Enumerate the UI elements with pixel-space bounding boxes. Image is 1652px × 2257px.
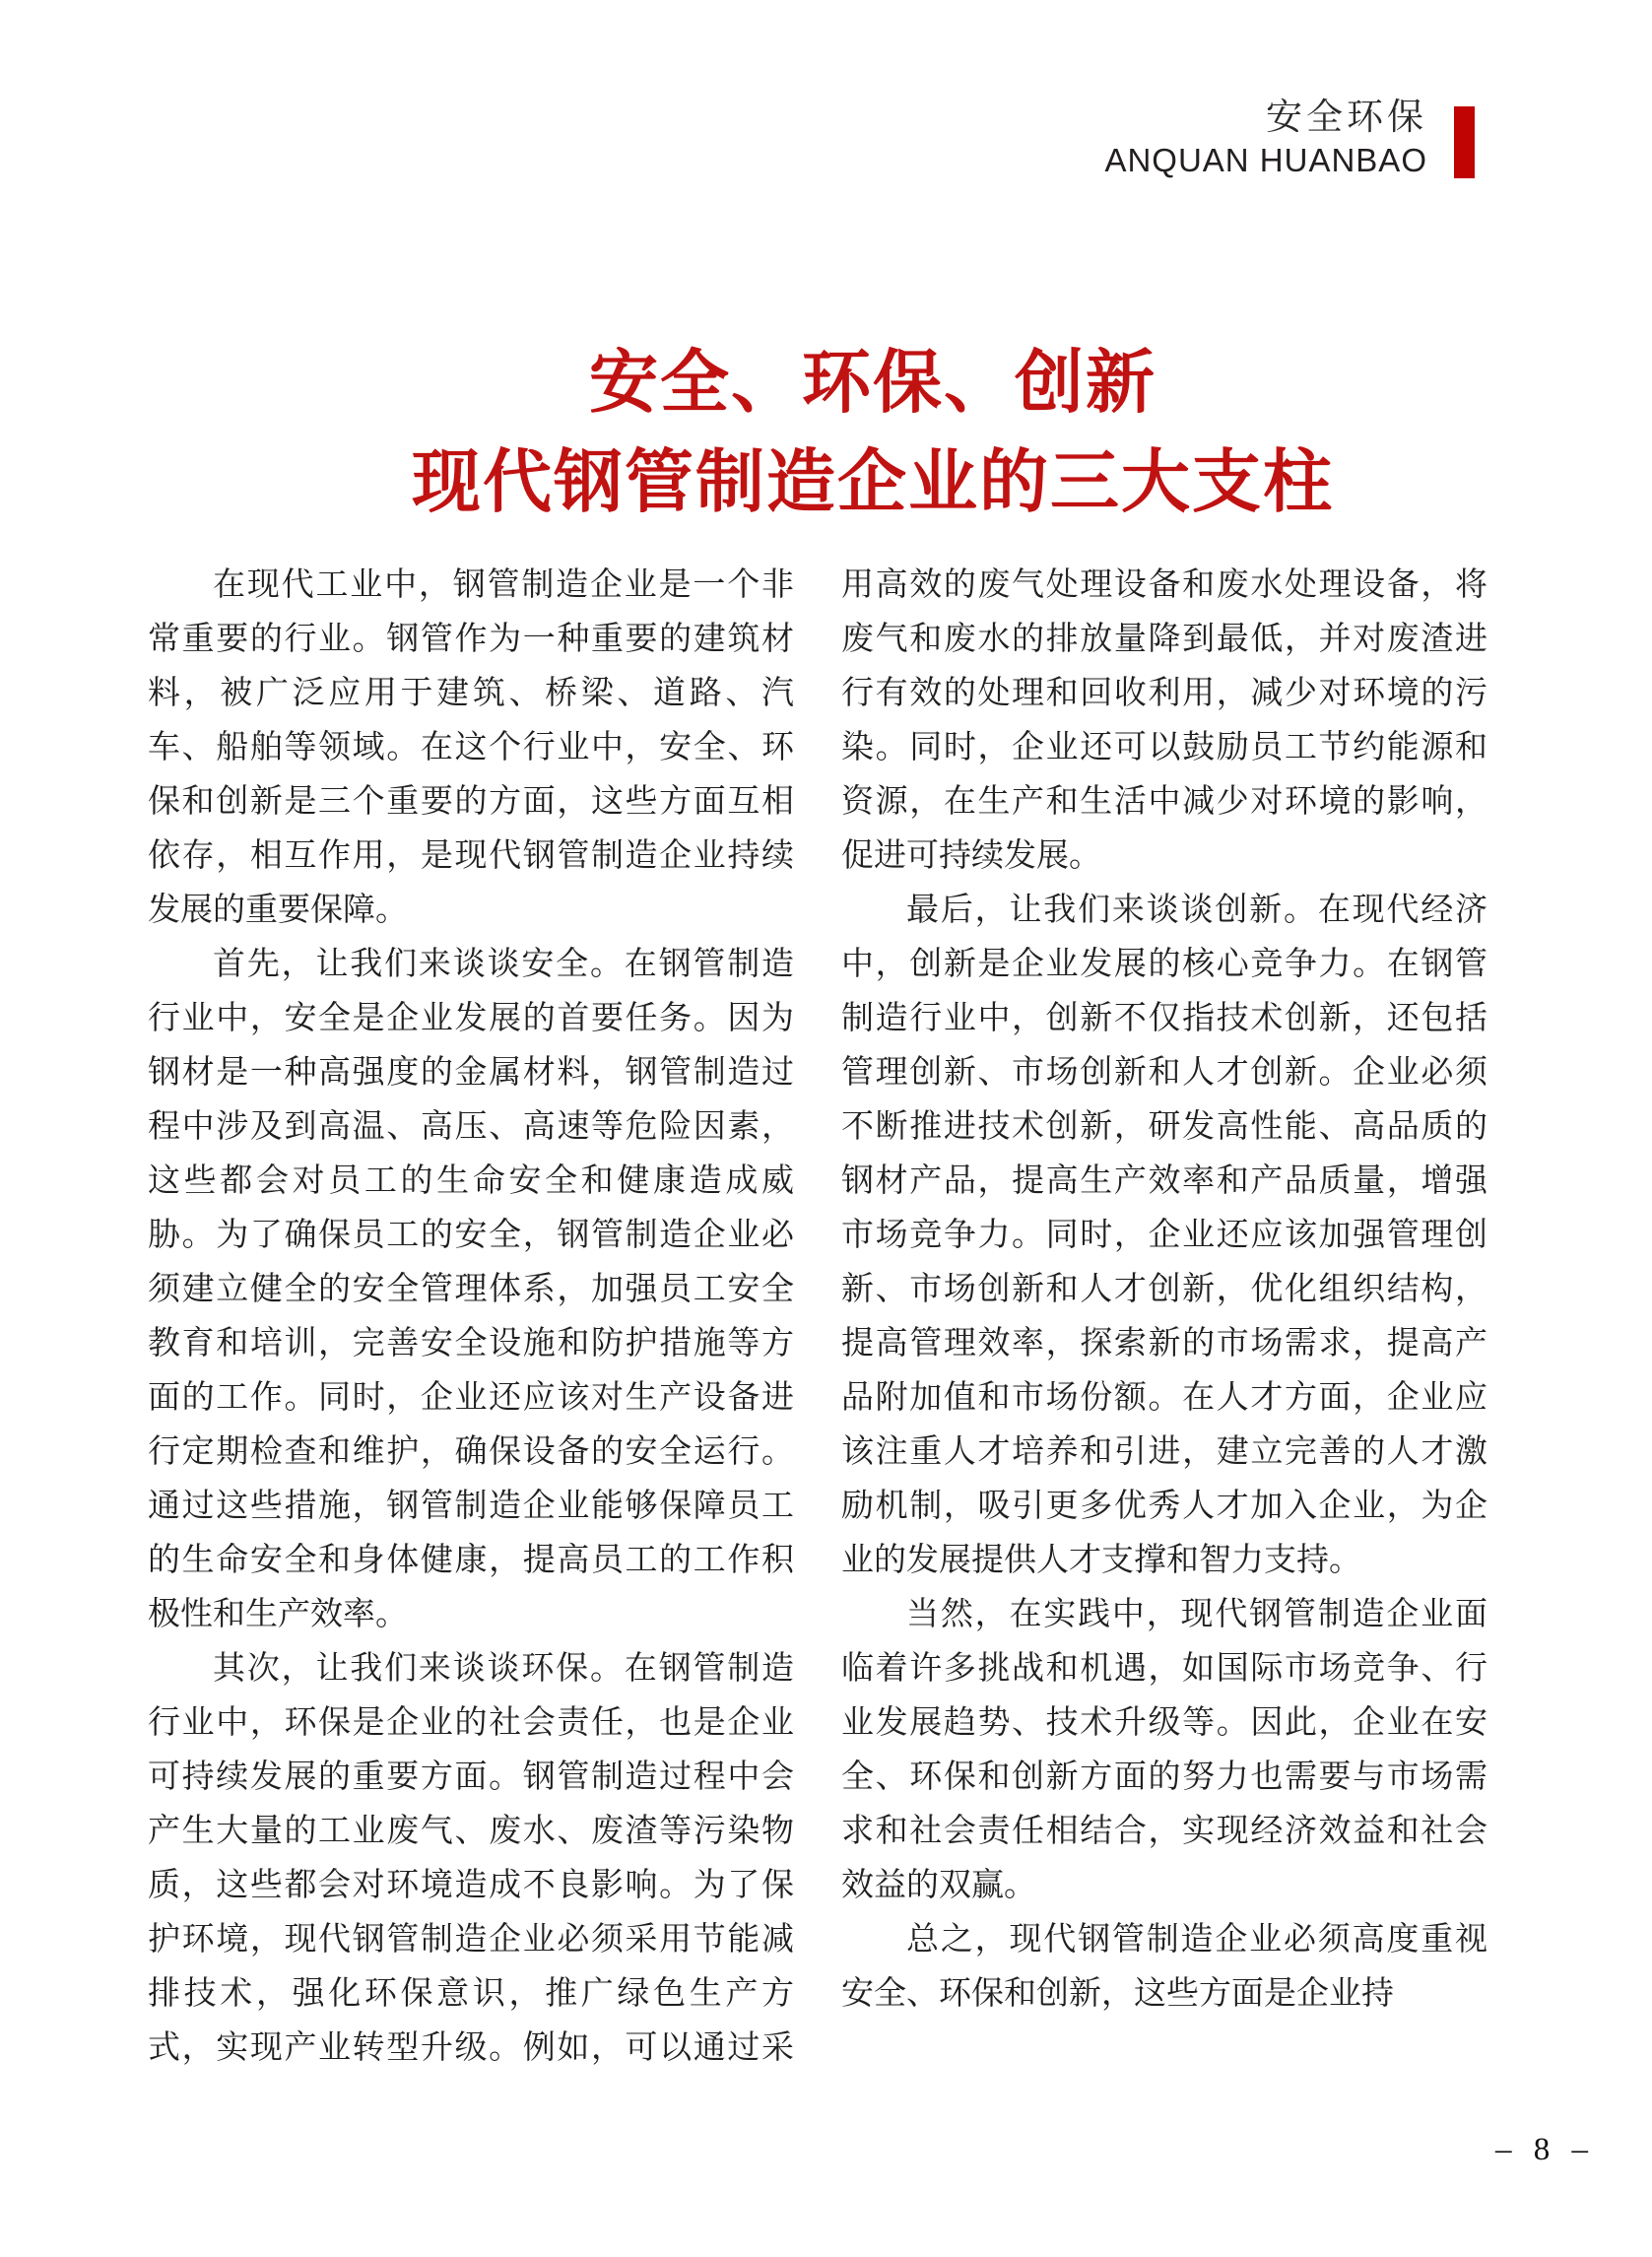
article-title-line-1: 安全、环保、创新 xyxy=(589,344,1156,421)
section-title-chinese: 安全环保 xyxy=(1266,98,1427,138)
paragraph-innovation: 最后，让我们来谈谈创新。在现代经济中，创新是企业发展的核心竞争力。在钢管制造行业中，创新不仅指技术创新，还包括管理创新、市场创新和人才创新。企业必须不断推进技术创新，研发高性能、高品质的钢材产品，提高生产效率和产品质量，增强市场竞争力。同时，企业还应该加强管理创新、市场创新和人才创新，优化组织结构，提高管理效率，探索新的市场需求，提高产品附加值和市场份额。在人才方面，企业应该注重人才培养和引进，建立完善的人才激励机制，吸引更多优秀人才加入企业，为企业的发展提供人才支撑和智力支持。 xyxy=(841,893,1487,1578)
article-body-two-columns xyxy=(148,559,1487,2078)
paragraph-environment: 其次，让我们来谈谈环保。在钢管制造行业中，环保是企业的社会责任，也是企业可持续发展的重要方面。钢管制造过程中会产生大量的工业废气、废水、废渣等污染物质，这些都会对环境造成不良影响。为了保护环境，现代钢管制造企业必须采用节能减排技术，强化环保意识，推广绿色生产方式，实现产业转型升级。例如，可以通过采用高效的废气处理设备和废水处理设备，将废气和废水的排放量降到最低，并对废渣进行有效的处理和回收利用，减少对环境的污染。同时，企业还可以鼓励员工节约能源和资源，在生产和生活中减少对环境的影响，促进可持续发展。 xyxy=(148,567,1487,2066)
paragraph-intro: 在现代工业中，钢管制造企业是一个非常重要的行业。钢管作为一种重要的建筑材料，被广泛应用于建筑、桥梁、道路、汽车、船舶等领域。在这个行业中，安全、环保和创新是三个重要的方面，这些方面互相依存，相互作用，是现代钢管制造企业持续发展的重要保障。 xyxy=(148,567,794,928)
running-head xyxy=(1104,99,1475,178)
paragraph-challenges: 当然，在实践中，现代钢管制造企业面临着许多挑战和机遇，如国际市场竞争、行业发展趋势、技术升级等。因此，企业在安全、环保和创新方面的努力也需要与市场需求和社会责任相结合，实现经济效益和社会效益的双赢。 xyxy=(841,1597,1487,1903)
running-head-labels xyxy=(1104,99,1427,178)
red-accent-bar xyxy=(1454,106,1475,178)
paragraph-conclusion: 总之，现代钢管制造企业必须高度重视安全、环保和创新，这些方面是企业持 xyxy=(841,1922,1487,2012)
article-title-line-2: 现代钢管制造企业的三大支柱 xyxy=(412,443,1334,520)
page-number: – 8 – xyxy=(1495,2132,1595,2167)
paragraph-safety: 首先，让我们来谈谈安全。在钢管制造行业中，安全是企业发展的首要任务。因为钢材是一种高强度的金属材料，钢管制造过程中涉及到高温、高压、高速等危险因素，这些都会对员工的生命安全和健康造成威胁。为了确保员工的安全，钢管制造企业必须建立健全的安全管理体系，加强员工安全教育和培训，完善安全设施和防护措施等方面的工作。同时，企业还应该对生产设备进行定期检查和维护，确保设备的安全运行。通过这些措施，钢管制造企业能够保障员工的生命安全和身体健康，提高员工的工作积极性和生产效率。 xyxy=(148,947,794,1632)
section-title-pinyin: ANQUAN HUANBAO xyxy=(1104,142,1427,178)
article-title xyxy=(0,344,1652,520)
